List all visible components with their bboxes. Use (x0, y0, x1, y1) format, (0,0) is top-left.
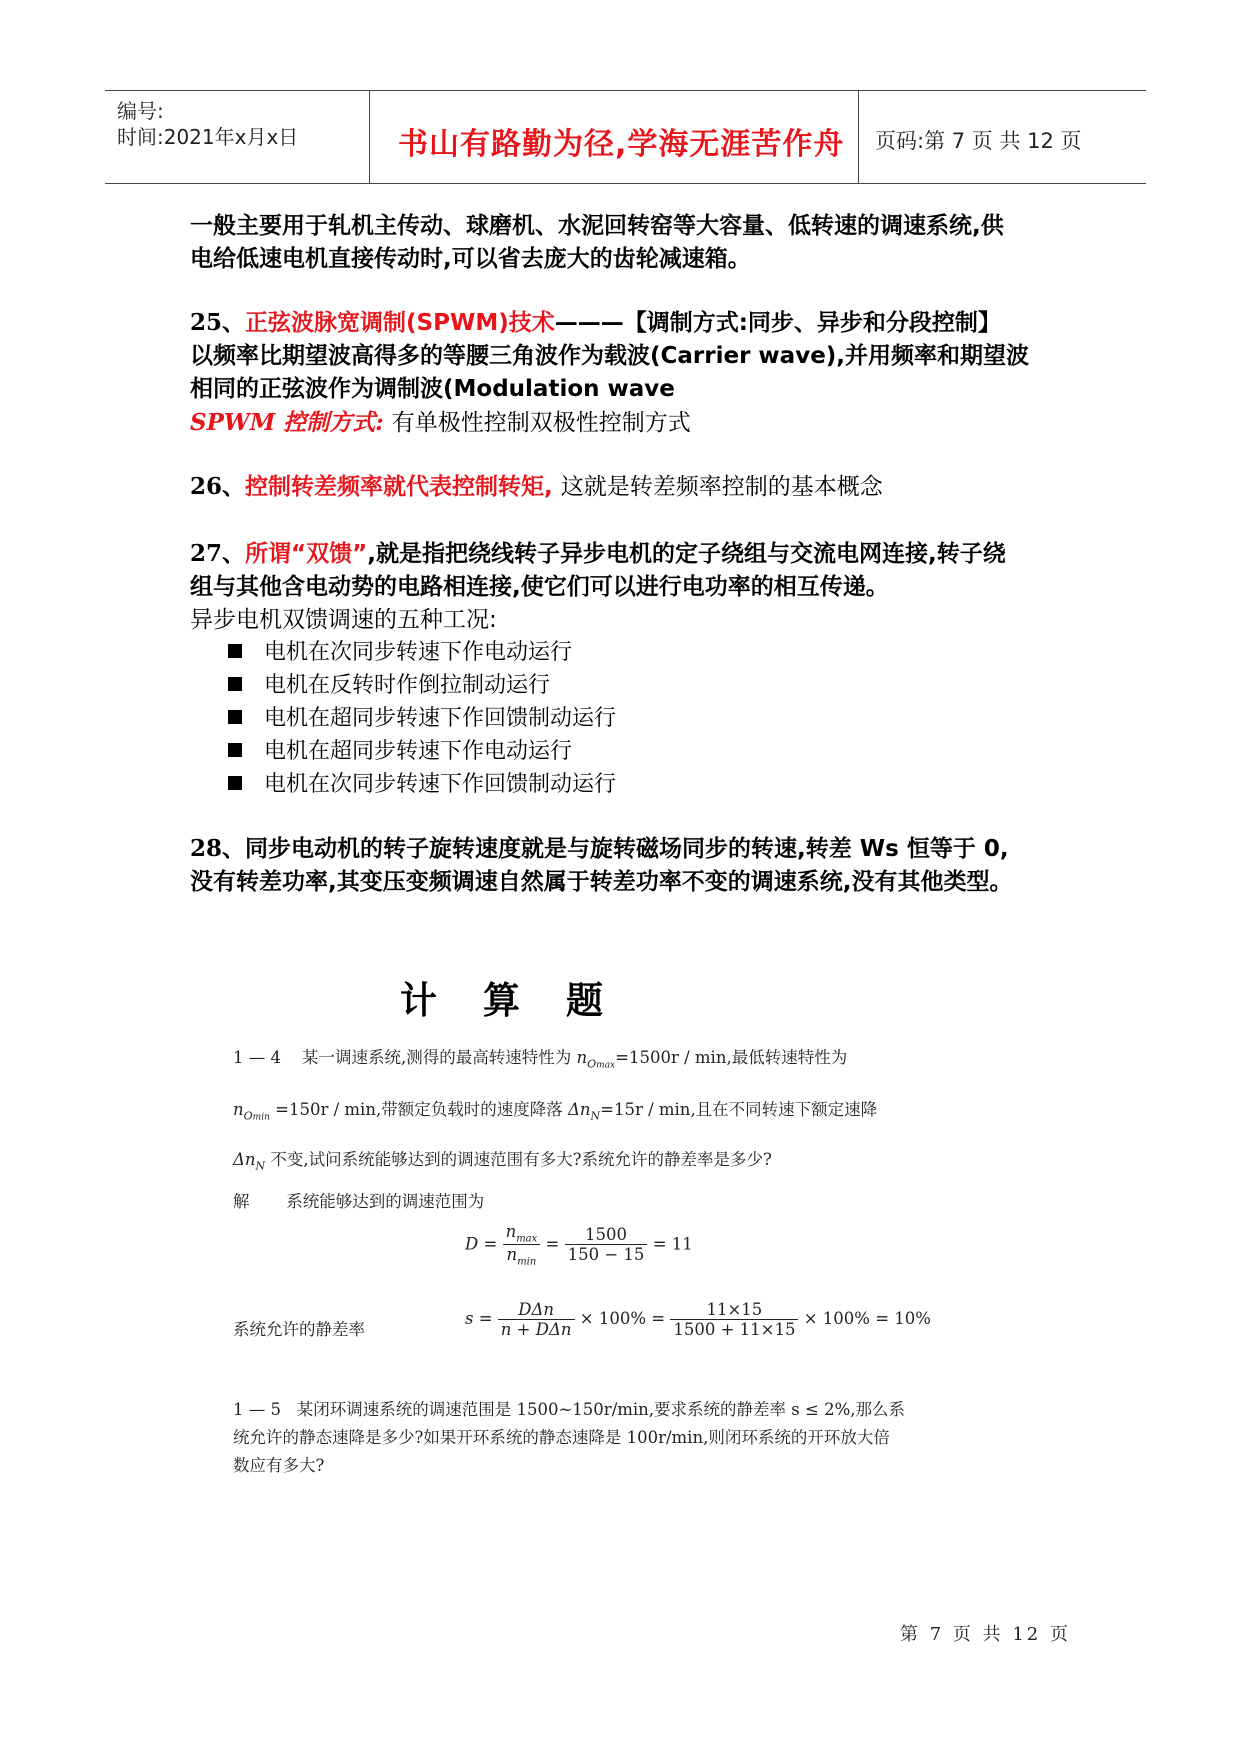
item-27 (190, 537, 1080, 637)
item-27-line-1-tail: ,就是指把绕线转子异步电机的定子绕组与交流电网连接,转子绕 (367, 541, 1006, 567)
intro-line-1: 一般主要用于轧机主传动、球磨机、水泥回转窑等大容量、低转速的调速系统,供 (190, 213, 1004, 239)
eq1-fraction-symbolic: $\frac{n_{max}}{n_{min}}$ (503, 1222, 541, 1268)
eq2-middle: × 100% = (579, 1309, 666, 1328)
bullet-square-icon (228, 677, 242, 691)
list-item-text: 电机在次同步转速下作电动运行 (264, 640, 573, 665)
eq1-den: n (506, 1245, 518, 1265)
problem-1-4-line-2 (233, 1096, 877, 1122)
eq1-den-value: 150 − 15 (567, 1245, 645, 1265)
serial-label: 编号: (117, 99, 164, 123)
calc-section-title: 计算题 (400, 978, 649, 1022)
item-27-number: 27、 (190, 540, 246, 567)
math-delta-n-n: $\Delta n_N$ (233, 1150, 266, 1173)
solution-text: 系统能够达到的调速范围为 (286, 1192, 485, 1211)
item-28-line-1: 同步电动机的转子旋转速度就是与旋转磁场同步的转速,转差 Ws 恒等于 0, (245, 836, 1009, 862)
item-25-title: 正弦波脉宽调制(SPWM)技术 (245, 310, 555, 336)
item-28 (190, 832, 1080, 899)
item-27-line-3: 异步电机双馈调速的五种工况: (190, 607, 497, 633)
item-28-number: 28、 (190, 835, 246, 862)
math-n-omax: $n_{Omax}$ (576, 1048, 616, 1071)
bullet-square-icon (228, 710, 242, 724)
bullet-square-icon (228, 644, 242, 658)
equation-static-error (465, 1300, 931, 1339)
list-item (228, 768, 616, 801)
list-item-text: 电机在次同步转速下作回馈制动运行 (264, 772, 617, 797)
eq2-num: DΔn (498, 1300, 575, 1320)
problem-text: 不变,试问系统能够达到的调速范围有多大?系统允许的静差率是多少? (270, 1150, 772, 1169)
item-26-number: 26、 (190, 473, 246, 500)
problem-text: 某一调速系统,测得的最高转速特性为 (301, 1048, 572, 1067)
eq2-lhs: s = (465, 1309, 493, 1328)
problem-text: =150r / min (275, 1100, 376, 1119)
list-item-text: 电机在超同步转速下作回馈制动运行 (264, 706, 617, 731)
item-25-number: 25、 (190, 309, 246, 336)
equation-speed-range: D = $\frac{n_{max}}{n_{min}}$ = $\frac{1500}{150 - 15}$ = 11 (465, 1222, 693, 1268)
item-25-title-tail: ———【调制方式:同步、异步和分段控制】 (554, 310, 1001, 336)
eq2-fraction-numeric (670, 1300, 798, 1339)
page-header (105, 90, 1146, 184)
solution-intro (233, 1188, 484, 1212)
spwm-label: SPWM 控制方式: (190, 409, 384, 436)
header-page-cell (859, 91, 1146, 183)
solution-label: 解 (233, 1192, 250, 1211)
list-item (228, 636, 616, 669)
math-delta-n-n: $\Delta n_N$ (567, 1100, 601, 1123)
eq2-den-value: 1500 + 11×15 (673, 1320, 796, 1339)
problem-1-5-line-3: 数应有多大? (233, 1456, 325, 1475)
item-28-line-2: 没有转差功率,其变压变频调速自然属于转差功率不变的调速系统,没有其他类型。 (190, 869, 1013, 895)
intro-paragraph (190, 210, 1080, 276)
header-motto-cell (370, 91, 859, 183)
problem-1-5-number: 1 — 5 (233, 1400, 281, 1419)
eq1-num-value: 1500 (565, 1225, 648, 1245)
problem-text: =15r / min (600, 1100, 691, 1119)
problem-1-4-line-3 (233, 1146, 772, 1172)
problem-text: =1500r / min (615, 1048, 727, 1067)
list-item-text: 电机在反转时作倒拉制动运行 (264, 673, 551, 698)
problem-text: ,最低转速特性为 (726, 1048, 848, 1067)
item-26 (190, 470, 1080, 504)
header-page-label: 页码:第 7 页 共 12 页 (875, 129, 1082, 153)
problem-1-5-line-1: 某闭环调速系统的调速范围是 1500~150r/min,要求系统的静差率 s ≤ 2%,那么系 (296, 1400, 905, 1419)
math-n-omin: $n_{Omin}$ (233, 1100, 270, 1123)
item-27-title: 所谓“双馈” (245, 541, 368, 567)
static-error-label: 系统允许的静差率 (233, 1320, 365, 1339)
item-27-line-2: 组与其他含电动势的电路相连接,使它们可以进行电功率的相互传递。 (190, 574, 889, 600)
header-motto: 书山有路勤为径,学海无涯苦作舟 (398, 127, 845, 162)
intro-line-2: 电给低速电机直接传动时,可以省去庞大的齿轮减速箱。 (190, 246, 751, 272)
dual-feed-conditions-list (228, 636, 616, 801)
problem-1-4-number: 1 — 4 (233, 1048, 281, 1067)
header-meta (105, 91, 370, 183)
problem-text: ,带额定负载时的速度降落 (375, 1100, 563, 1119)
item-26-title: 控制转差频率就代表控制转矩, (245, 474, 553, 500)
problem-1-5 (233, 1396, 905, 1480)
eq1-num: n (505, 1222, 517, 1241)
eq2-fraction-symbolic (498, 1300, 575, 1339)
list-item (228, 702, 616, 735)
item-25 (190, 306, 1080, 440)
eq1-result: = 11 (652, 1234, 693, 1254)
eq2-result: × 100% = 10% (803, 1309, 931, 1328)
eq1-fraction-numeric (565, 1225, 648, 1264)
item-25-line-2: 以频率比期望波高得多的等腰三角波作为载波(Carrier wave),并用频率和期望波 (190, 343, 1030, 369)
bullet-square-icon (228, 776, 242, 790)
problem-text: ,且在不同转速下额定速降 (690, 1100, 878, 1119)
item-26-text: 这就是转差频率控制的基本概念 (560, 474, 883, 500)
time-label: 时间:2021年x月x日 (117, 125, 299, 149)
eq2-num-value: 11×15 (670, 1300, 798, 1320)
item-25-line-3: 相同的正弦波作为调制波(Modulation wave (190, 376, 675, 402)
list-item (228, 669, 616, 702)
page-footer: 第 7 页 共 12 页 (900, 1624, 1071, 1645)
list-item-text: 电机在超同步转速下作电动运行 (264, 739, 573, 764)
problem-1-4-line-1 (233, 1044, 847, 1070)
bullet-square-icon (228, 743, 242, 757)
list-item (228, 735, 616, 768)
eq2-den: n + DΔn (500, 1320, 572, 1339)
problem-1-5-line-2: 统允许的静态速降是多少?如果开环系统的静态速降是 100r/min,则闭环系统的开环放大倍 (233, 1428, 890, 1447)
spwm-text: 有单极性控制双极性控制方式 (391, 410, 691, 436)
eq1-lhs: D = (465, 1234, 498, 1254)
